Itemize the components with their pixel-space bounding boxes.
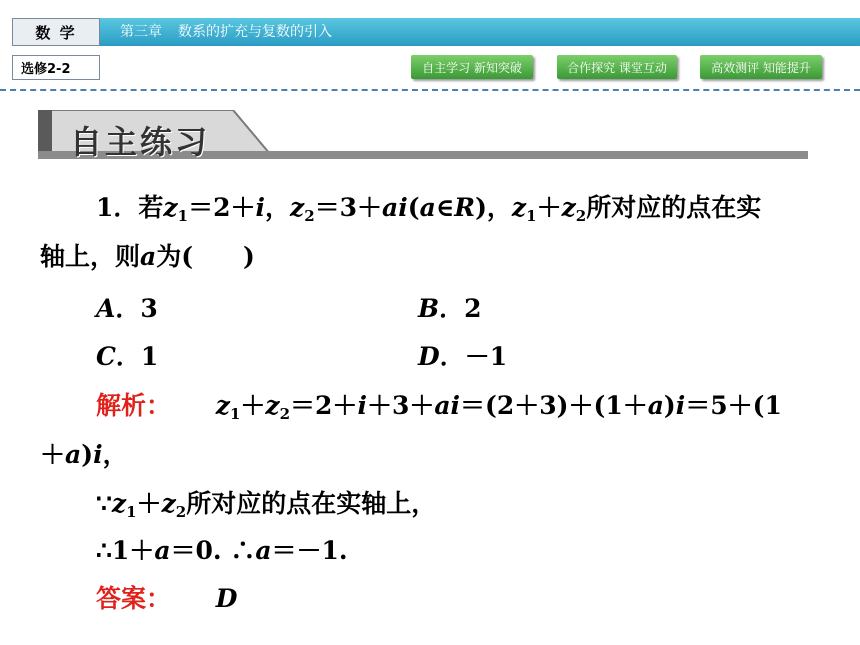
nav-explore-button[interactable]: 合作探究 课堂互动 [557, 55, 677, 79]
problem-stem-line1: 1．若$z_1=2+i$，$z_2=3+ai(a\in R)$，$z_1+z_2$所对应的点在实 [96, 193, 762, 225]
answer-line [96, 579, 237, 615]
chapter-number: 第三章 [120, 24, 162, 40]
section-title: 自主练习 [70, 123, 211, 161]
analysis-line4: ∴1＋a＝0. ∴a＝－1. [96, 536, 348, 565]
header-bar [0, 0, 860, 48]
problem-stem-line2: 轴上，则a为( ) [40, 242, 255, 271]
chapter-name: 数系的扩充与复数的引入 [178, 24, 332, 40]
elective-label: 选修2-2 [12, 55, 100, 80]
nav-self-study-button[interactable]: 自主学习 新知突破 [411, 55, 533, 79]
subject-label: 数 学 [12, 18, 100, 46]
nav-assessment-button[interactable]: 高效测评 知能提升 [700, 55, 822, 79]
dashed-divider [0, 89, 860, 91]
analysis-line3: $\because z_1+z_2$所对应的点在实轴上， [96, 489, 437, 521]
option-b: B．2 [418, 294, 482, 323]
problem-number: 1． [96, 193, 139, 222]
option-d: D．－1 [418, 342, 508, 371]
analysis-label: 解析： [96, 391, 172, 420]
analysis-line2: ＋a)i， [40, 440, 128, 469]
answer-label: 答案： [96, 584, 172, 613]
answer-value: D [215, 584, 238, 613]
option-a: A．3 [96, 294, 158, 323]
option-c: C．1 [96, 342, 159, 371]
chapter-title [120, 19, 348, 45]
analysis-line1: 解析： $z_1+z_2=2+i+3+ai=(2+3)+(1+a)i=5+(1$ [96, 391, 782, 423]
